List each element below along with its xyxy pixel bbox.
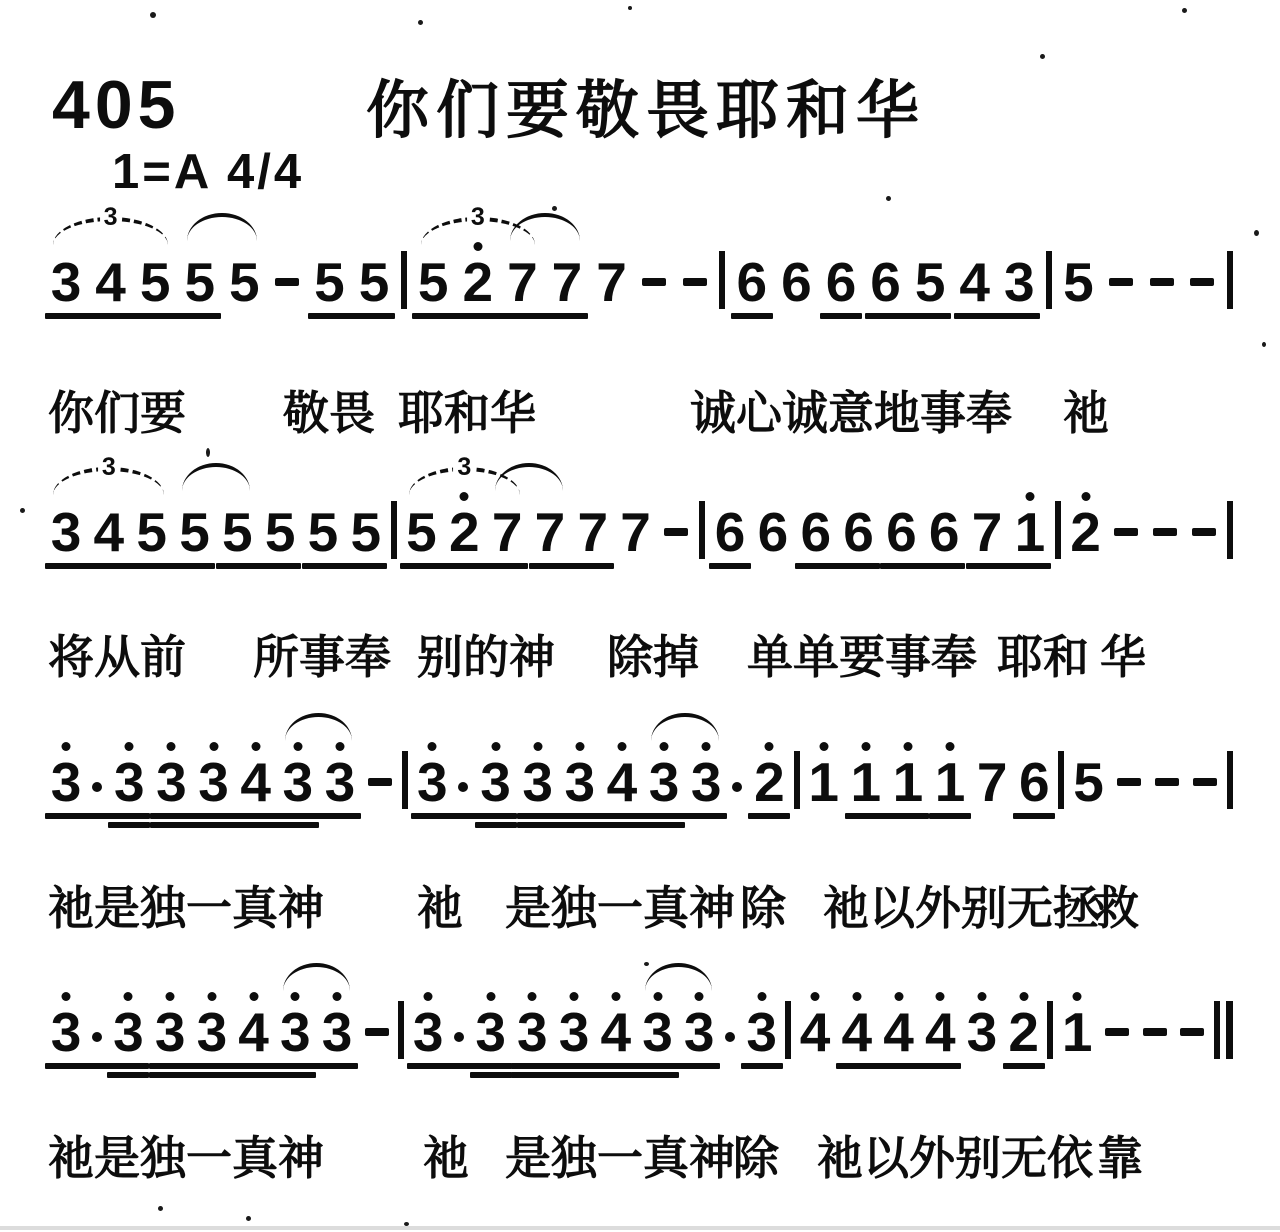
music-line [48, 453, 1233, 581]
octave-dot [424, 992, 433, 1001]
final-barline [1214, 1001, 1233, 1059]
scan-artifact [552, 206, 557, 211]
beam-underline [45, 313, 221, 319]
note-digit: 4 [959, 251, 991, 313]
scan-artifact [150, 12, 156, 18]
note-digit: 5 [136, 501, 167, 563]
beam-underline [517, 822, 685, 828]
barline [402, 751, 408, 809]
barline [391, 501, 397, 559]
octave-dot [251, 742, 260, 751]
note-digit: 6 [886, 501, 917, 563]
note-digit: 3 [410, 1005, 446, 1059]
octave-dot [1019, 992, 1028, 1001]
note-digit: 3 [520, 755, 556, 809]
beam-underline [511, 1063, 720, 1069]
octave-dot [293, 742, 302, 751]
note-digit: 1 [1059, 1005, 1095, 1059]
octave-dot [611, 992, 620, 1001]
scan-artifact [644, 962, 649, 966]
octave-dot [695, 992, 704, 1001]
lyric-segment: 敬畏 [283, 387, 375, 439]
note-digit: 3 [556, 1005, 592, 1059]
note-digit: 5 [914, 251, 946, 313]
scan-artifact [246, 1216, 251, 1221]
note-digit: 5 [314, 251, 345, 313]
beam-underline [45, 1063, 149, 1069]
note-digit: 1 [848, 755, 884, 809]
lyric-segment: 祂 [417, 882, 463, 934]
scan-artifact [0, 1226, 1280, 1230]
note-digit: 3 [322, 755, 358, 809]
lyric-line [0, 621, 1280, 681]
note-digit: 7 [507, 251, 538, 313]
lyric-segment: 除 [740, 882, 786, 934]
duration-dash [1188, 505, 1220, 559]
octave-dot [660, 742, 669, 751]
octave-dot [1081, 492, 1090, 501]
octave-dot [653, 992, 662, 1001]
octave-dot [757, 992, 766, 1001]
note-digit: 3 [964, 1005, 1000, 1059]
octave-dot [861, 742, 870, 751]
beam-underline [108, 822, 150, 828]
lyric-segment: 所事奉 [253, 631, 391, 683]
barline [1058, 751, 1064, 809]
scan-artifact [1040, 54, 1045, 59]
octave-dot [1025, 492, 1034, 501]
beam-underline [966, 563, 1051, 569]
note-digit: 7 [491, 501, 523, 563]
note-digit: 1 [932, 755, 968, 809]
octave-dot [528, 992, 537, 1001]
note-digit: 5 [179, 501, 210, 563]
duration-dash [1189, 755, 1221, 809]
octave-dot [62, 992, 71, 1001]
barline [1227, 751, 1233, 809]
music-line [48, 961, 1233, 1081]
duration-dash [638, 255, 670, 309]
note-digit: 3 [640, 1005, 676, 1059]
lyric-line [0, 1122, 1280, 1182]
beam-underline [836, 1063, 961, 1069]
lyric-segment: 别的神 [417, 631, 555, 683]
note-digit: 2 [1006, 1005, 1042, 1059]
octave-dot [124, 992, 133, 1001]
music-line [48, 711, 1233, 831]
duration-dash [1176, 1005, 1208, 1059]
note-digit: 7 [534, 501, 566, 563]
beam-underline [511, 1072, 678, 1078]
lyric-segment: 单单要事奉 [747, 631, 977, 683]
beam-underline [845, 813, 929, 819]
beam-underline [149, 1072, 316, 1078]
barline [1046, 251, 1052, 309]
beam-underline [954, 313, 1041, 319]
duration-dash [660, 505, 692, 559]
note-digit: 6 [1018, 751, 1050, 813]
octave-dot [894, 992, 903, 1001]
octave-dot [335, 742, 344, 751]
duration-dash [1139, 1005, 1171, 1059]
octave-dot [1073, 992, 1082, 1001]
note-digit: 2 [751, 755, 787, 809]
lyric-line [0, 377, 1280, 437]
barline [1227, 251, 1233, 309]
scan-artifact [206, 448, 210, 457]
octave-dot [291, 992, 300, 1001]
lyric-segment: 是独一真神 [505, 882, 735, 934]
lyric-segment: 耶和华 [398, 387, 536, 439]
note-digit: 4 [839, 1005, 875, 1059]
note-digit: 5 [1063, 251, 1094, 313]
beam-underline [929, 813, 971, 819]
beam-underline [1003, 1063, 1045, 1069]
duration-dash [1105, 255, 1137, 309]
note-digit: 3 [277, 1005, 313, 1059]
lyric-segment: 将从前 [48, 631, 186, 683]
barline [401, 251, 407, 309]
note-digit: 6 [800, 501, 832, 563]
octave-dot [125, 742, 134, 751]
octave-dot [903, 742, 912, 751]
scan-artifact [418, 20, 423, 25]
note-digit: 4 [238, 755, 274, 809]
lyric-segment: 是独一真神 [505, 1132, 735, 1184]
triplet-number: 3 [98, 455, 120, 480]
note-digit: 1 [806, 755, 842, 809]
note-digit: 6 [825, 251, 857, 313]
lyric-segment: 祂以外别无依 [817, 1132, 1093, 1184]
note-digit: 6 [843, 501, 874, 563]
note-digit: 4 [881, 1005, 917, 1059]
beam-underline [302, 563, 387, 569]
key-signature: 1=A 4/4 [112, 145, 305, 199]
note-digit: 6 [870, 251, 901, 313]
octave-dot [62, 742, 71, 751]
note-digit: 6 [781, 251, 812, 313]
lyric-segment: 救 [1093, 882, 1139, 934]
note-digit: 3 [194, 1005, 230, 1059]
note-digit: 3 [646, 755, 682, 809]
beam-underline [412, 313, 588, 319]
duration-dash [361, 1005, 393, 1059]
beam-underline [45, 813, 150, 819]
note-digit: 3 [48, 1005, 84, 1059]
barline [398, 1001, 404, 1059]
note-digit: 5 [307, 501, 339, 563]
octave-dot [486, 992, 495, 1001]
beam-underline [475, 822, 517, 828]
beam-underline [470, 1072, 512, 1078]
duration-dash [1146, 255, 1178, 309]
duration-dash [1151, 755, 1183, 809]
note-digit: 3 [514, 1005, 550, 1059]
scan-artifact [628, 6, 632, 10]
beam-underline [880, 563, 965, 569]
note-digit: 5 [229, 251, 260, 313]
octave-dot [333, 992, 342, 1001]
beam-underline [150, 813, 361, 819]
lyric-segment: 祂是独一真神 [48, 882, 324, 934]
note-digit: 1 [1012, 505, 1048, 559]
note-digit: 3 [414, 755, 450, 809]
note-digit: 3 [153, 755, 189, 809]
note-digit: 3 [319, 1005, 355, 1059]
note-digit: 2 [460, 255, 496, 309]
lyric-segment: 祂 [423, 1132, 469, 1184]
duration-dash [271, 255, 303, 309]
dotted-rhythm-dot [452, 1005, 467, 1059]
dotted-rhythm-dot [90, 755, 105, 809]
lyric-segment: 诚心诚意地事奉 [690, 387, 1012, 439]
beam-underline [308, 313, 395, 319]
note-digit: 3 [478, 755, 514, 809]
duration-dash [679, 255, 711, 309]
note-digit: 3 [110, 1005, 146, 1059]
lyric-line [0, 872, 1280, 932]
note-digit: 2 [1068, 505, 1104, 559]
note-digit: 7 [971, 501, 1003, 563]
dotted-rhythm-dot [456, 755, 471, 809]
octave-dot [765, 742, 774, 751]
octave-dot [617, 742, 626, 751]
triplet-number: 3 [467, 205, 489, 230]
note-digit: 4 [95, 251, 126, 313]
duration-dash [1113, 755, 1145, 809]
note-digit: 6 [714, 501, 746, 563]
music-line [48, 203, 1233, 331]
beam-underline [45, 563, 215, 569]
note-digit: 3 [50, 251, 82, 313]
beam-underline [107, 1072, 149, 1078]
hymn-number: 405 [52, 67, 181, 143]
note-digit: 5 [1073, 751, 1104, 813]
scan-artifact [158, 1206, 163, 1211]
barline [1055, 501, 1061, 559]
note-digit: 3 [688, 755, 724, 809]
triplet-number: 3 [453, 455, 475, 480]
scan-artifact [1262, 342, 1266, 347]
octave-dot [946, 742, 955, 751]
scan-artifact [20, 508, 25, 513]
octave-dot [428, 742, 437, 751]
note-digit: 4 [797, 1005, 833, 1059]
beam-underline [411, 813, 516, 819]
octave-dot [533, 742, 542, 751]
beam-underline [741, 1063, 783, 1069]
lyric-segment: 除掉 [607, 631, 699, 683]
beam-underline [216, 563, 301, 569]
note-digit: 7 [551, 251, 583, 313]
octave-dot [207, 992, 216, 1001]
octave-dot [977, 992, 986, 1001]
octave-dot [811, 992, 820, 1001]
lyric-segment: 耶和 [997, 631, 1089, 683]
note-digit: 3 [280, 755, 316, 809]
note-digit: 3 [744, 1005, 780, 1059]
scan-artifact [1254, 230, 1259, 236]
barline [1227, 501, 1233, 559]
beam-underline [709, 563, 751, 569]
dotted-rhythm-dot [90, 1005, 105, 1059]
beam-underline [748, 813, 790, 819]
note-digit: 4 [922, 1005, 958, 1059]
lyric-segment: 祂以外别无拯 [823, 882, 1099, 934]
note-digit: 7 [976, 751, 1008, 813]
note-digit: 4 [93, 501, 125, 563]
octave-dot [702, 742, 711, 751]
duration-dash [1149, 505, 1181, 559]
barline [1047, 1001, 1053, 1059]
beam-underline [820, 313, 862, 319]
octave-dot [936, 992, 945, 1001]
octave-dot [209, 742, 218, 751]
lyric-segment: 祂 [1063, 387, 1109, 439]
note-digit: 5 [184, 251, 216, 313]
beam-underline [407, 1063, 511, 1069]
hymn-title: 你们要敬畏耶和华 [366, 76, 926, 146]
note-digit: 3 [473, 1005, 509, 1059]
octave-dot [166, 992, 175, 1001]
note-digit: 4 [236, 1005, 272, 1059]
note-digit: 6 [928, 501, 960, 563]
note-digit: 7 [577, 501, 609, 563]
note-digit: 3 [1004, 251, 1035, 313]
note-digit: 3 [50, 501, 82, 563]
note-digit: 5 [139, 251, 171, 313]
octave-dot [570, 992, 579, 1001]
note-digit: 5 [358, 251, 390, 313]
lyric-segment: 靠 [1097, 1132, 1143, 1184]
duration-dash [1110, 505, 1142, 559]
note-digit: 6 [757, 501, 789, 563]
beam-underline [529, 563, 614, 569]
octave-dot [819, 742, 828, 751]
beam-underline [149, 1063, 358, 1069]
octave-dot [852, 992, 861, 1001]
note-digit: 3 [48, 755, 84, 809]
barline [785, 1001, 791, 1059]
lyric-segment: 华 [1100, 631, 1146, 683]
octave-dot [575, 742, 584, 751]
scan-artifact [886, 196, 891, 201]
beam-underline [795, 563, 880, 569]
dotted-rhythm-dot [730, 755, 745, 809]
note-digit: 1 [890, 755, 926, 809]
lyric-segment: 除 [733, 1132, 779, 1184]
note-digit: 5 [406, 501, 437, 563]
note-digit: 3 [681, 1005, 717, 1059]
triplet-number: 3 [100, 205, 122, 230]
note-digit: 5 [417, 251, 449, 313]
beam-underline [1013, 813, 1055, 819]
note-digit: 3 [152, 1005, 188, 1059]
barline [699, 501, 705, 559]
lyric-segment: 你们要 [48, 387, 186, 439]
octave-dot [167, 742, 176, 751]
barline [719, 251, 725, 309]
note-digit: 4 [598, 1005, 634, 1059]
duration-dash [1186, 255, 1218, 309]
lyric-segment: 祂是独一真神 [48, 1132, 324, 1184]
beam-underline [865, 313, 952, 319]
octave-dot [491, 742, 500, 751]
note-digit: 5 [350, 501, 382, 563]
beam-underline [731, 313, 773, 319]
beam-underline [150, 822, 318, 828]
note-digit: 3 [111, 755, 147, 809]
dotted-rhythm-dot [723, 1005, 738, 1059]
note-digit: 2 [446, 505, 482, 559]
note-digit: 6 [736, 251, 768, 313]
note-digit: 7 [596, 251, 627, 313]
note-digit: 5 [222, 501, 253, 563]
scan-artifact [1182, 8, 1187, 13]
note-digit: 7 [620, 501, 651, 563]
beam-underline [517, 813, 728, 819]
note-digit: 3 [562, 755, 598, 809]
beam-underline [400, 563, 528, 569]
octave-dot [249, 992, 258, 1001]
note-digit: 4 [604, 755, 640, 809]
barline [794, 751, 800, 809]
duration-dash [1101, 1005, 1133, 1059]
note-digit: 3 [196, 755, 232, 809]
note-digit: 5 [264, 501, 296, 563]
duration-dash [364, 755, 396, 809]
